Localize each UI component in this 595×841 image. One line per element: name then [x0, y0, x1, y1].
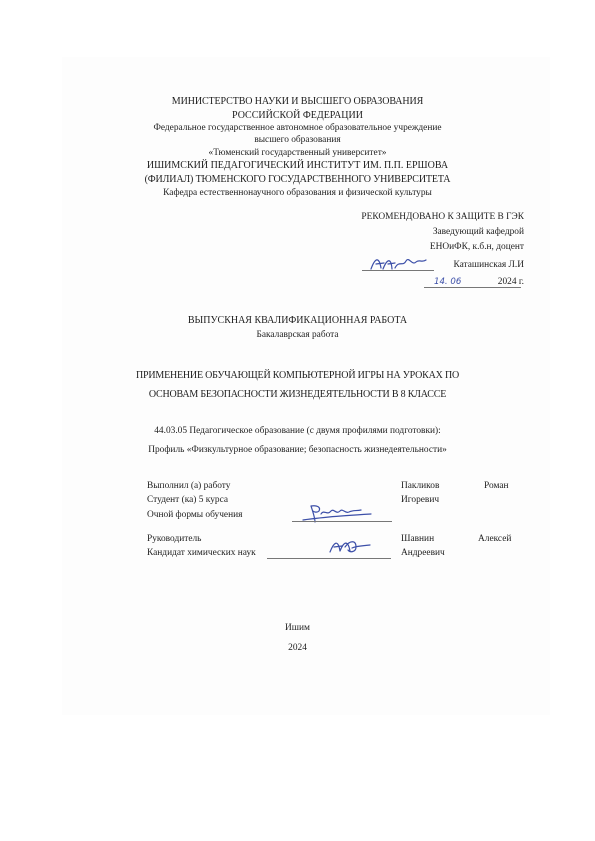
- institution-type-line: Федеральное государственное автономное образовательное учреждение: [153, 123, 442, 133]
- work-title-line-1: ПРИМЕНЕНИЕ ОБУЧАЮЩЕЙ КОМПЬЮТЕРНОЙ ИГРЫ НА УРОКАХ ПО: [135, 370, 460, 381]
- institute-name-line: ИШИМСКИЙ ПЕДАГОГИЧЕСКИЙ ИНСТИТУТ ИМ. П.П. ЕРШОВА: [146, 160, 449, 171]
- work-type: ВЫПУСКНАЯ КВАЛИФИКАЦИОННАЯ РАБОТА: [187, 315, 408, 326]
- approval-year: 2024 г.: [497, 277, 524, 287]
- approval-date-handwritten: 14. 06: [434, 277, 462, 287]
- year: 2024: [288, 643, 307, 653]
- work-title-line-2: ОСНОВАМ БЕЗОПАСНОСТИ ЖИЗНЕДЕЯТЕЛЬНОСТИ В 8 КЛАССЕ: [148, 389, 447, 400]
- branch-name-line: (ФИЛИАЛ) ТЮМЕНСКОГО ГОСУДАРСТВЕННОГО УНИВЕРСИТЕТА: [144, 174, 451, 185]
- supervisor-first-name: Алексей: [478, 534, 512, 544]
- student-patronymic: Игоревич: [401, 495, 440, 505]
- student-first-name: Роман: [484, 481, 509, 491]
- student-role-2: Студент (ка) 5 курса: [147, 495, 229, 505]
- city: Ишим: [285, 623, 310, 633]
- supervisor-surname: Шавнин: [401, 534, 435, 544]
- supervisor-role-2: Кандидат химических наук: [147, 548, 256, 558]
- approval-degree: ЕНОиФК, к.б.н, доцент: [429, 242, 524, 252]
- profile-line: Профиль «Физкультурное образование; безопасность жизнедеятельности»: [148, 445, 447, 455]
- student-signature-line: [292, 521, 392, 522]
- federation-line: РОССИЙСКОЙ ФЕДЕРАЦИИ: [232, 110, 363, 121]
- supervisor-patronymic: Андреевич: [401, 548, 445, 558]
- supervisor-signature-line: [267, 558, 391, 559]
- student-surname: Пакликов: [401, 481, 440, 491]
- approval-signature-line: [362, 270, 434, 271]
- student-role-1: Выполнил (а) работу: [147, 481, 231, 491]
- approval-position: Заведующий кафедрой: [432, 227, 524, 237]
- student-role-3: Очной формы обучения: [147, 510, 243, 520]
- head-of-department-signature: [368, 254, 432, 274]
- student-signature: [299, 500, 375, 526]
- ministry-line: МИНИСТЕРСТВО НАУКИ И ВЫСШЕГО ОБРАЗОВАНИЯ: [171, 96, 424, 107]
- work-subtype: Бакалаврская работа: [256, 330, 339, 340]
- department-line: Кафедра естественнонаучного образования и физической культуры: [163, 188, 432, 198]
- approval-title: РЕКОМЕНДОВАНО К ЗАЩИТЕ В ГЭК: [361, 212, 524, 222]
- approval-name: Каташинская Л.И: [453, 260, 524, 270]
- specialty-code: 44.03.05 Педагогическое образование (с двумя профилями подготовки):: [154, 426, 441, 436]
- supervisor-role-1: Руководитель: [147, 534, 202, 544]
- education-level-line: высшего образования: [254, 135, 341, 145]
- university-name-line: «Тюменский государственный университет»: [208, 148, 387, 158]
- supervisor-signature: [326, 536, 374, 558]
